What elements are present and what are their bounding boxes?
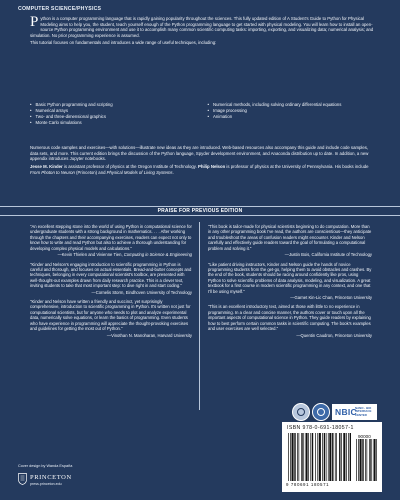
quote-text: "Kinder and Nelson's engaging introduction to scientific programming in Python is careful and thorough, and focuses on actual essentials. Bread-and-butter concepts and techniques, belonging in every computational scientist's toolbox, are presented with well-thought-out examples drawn from daily research practice. This is a clever text, inviting students to take that most important step: to dive right in and start coding." [30,261,192,289]
praise-column-divider [199,222,200,410]
intro-paragraph-2: This tutorial focuses on fundamentals and introduces a wide range of useful techniques, including: [30,39,217,45]
author-name-kinder: Jesse M. Kinder [30,164,63,170]
barcode-bars-icon [288,433,352,481]
university-seal-icon [292,403,310,421]
quote-attribution: —Garnet Kin-Lic Chan, Princeton University [290,295,372,301]
isbn-number: ISBN 978-0-691-18057-1 [287,425,354,431]
nbic-logo-subtext [355,407,371,417]
barcode-stripe [346,433,347,481]
praise-quote [208,304,372,338]
seal-ring [317,408,325,416]
drop-cap: P [30,14,39,30]
quote-text: "This is an excellent introductory text, aimed at those with little to no experience in programming. In a clear and concise manner, the authors cover or touch upon all the important aspects of computational science in Python. They guide readers by explaining how to best perform certain common tasks in scientific computing. The book's examples and user exercises are well selected." [208,304,371,332]
praise-quote [30,224,192,258]
barcode-stripe [371,439,372,481]
feature-column-right [208,102,376,126]
barcode-stripe [376,439,377,481]
attribution-name: —Kevin Thielen and Vivienne Tien, [57,252,124,258]
barcode-stripe [362,439,363,481]
quote-attribution [30,333,192,338]
feature-item: • Numerical methods, including solving ordinary differential equations [208,102,376,108]
barcode-stripe [336,433,337,481]
barcode-stripe [374,439,376,481]
barcode-stripe [360,439,362,481]
barcode-stripe [369,439,370,481]
feature-list [30,102,375,126]
barcode-stripe [324,433,325,481]
price-code: 90000 [358,434,371,439]
barcode-stripe [326,433,327,481]
barcode-stripe [288,433,289,481]
barcode-stripe [328,433,329,481]
barcode-stripe [322,433,323,481]
feature-item: • Basic Python programming and scripting [30,102,198,108]
author-bio-kinder: is assistant professor of physics at the Oregon Institute of Technology. [62,164,198,170]
nbic-sub-line: CENTER [355,412,367,417]
barcode-stripe [356,439,357,481]
barcode-stripe [303,433,304,481]
barcode-stripe [350,433,351,481]
isbn-barcode [282,422,382,492]
quote-text: "Like patient driving instructors, Kinder and Nelson guide the hands of novice programming students from the get-go, helping them to avoid obstacles and crashes. By the end of the book, students should be racing around confidently like pros, using Python to solve scientific problems of data analysis, modeling, and visualization. A great textbook for a first course in modern scientific programming in any context, and one that I'll be using myself." [208,261,372,294]
barcode-addon-bars-icon [356,439,378,481]
barcode-stripe [306,433,308,481]
author-name-nelson: Philip Nelson [197,164,226,170]
feature-column-left [30,102,198,126]
publisher-name: PRINCETON [30,474,72,481]
author-bio-nelson: is professor of physics at the University of Pennsylvania. His books include [225,164,369,170]
barcode-stripe [301,433,302,481]
attribution-name: —Vinothan N. Manoharan, Harvard University [106,332,192,338]
intro-text-1: ython is a computer programming language that is rapidly gaining popularity throughout the sciences. This fully updated edition of A Student's Guide to Python for Physical Modeling aims to help you, the student, teach yourself enough of the Python programming language to get started with physical modeling. You will learn how to install an open-source Python programming environment and use it to accomplish many common scientific computing tasks: importing, exporting, and visualizing data; numerical analysis; and simulation. No prior programming experience is assumed. [30,16,374,38]
book-title-1-publisher: (Princeton) and [74,169,107,175]
barcode-stripe [292,433,294,481]
intro-block [30,16,375,47]
praise-column-right [208,224,372,342]
barcode-stripe [310,433,311,481]
feature-item: • Animation [208,114,376,120]
princeton-shield-icon [18,473,27,485]
book-title-1: From Photon to Neuron [30,169,75,175]
barcode-stripe [294,433,295,481]
nbic-logo-text: NBIC [335,407,357,417]
nbic-logo [332,404,377,420]
barcode-stripe [317,433,318,481]
praise-quote [30,262,192,296]
barcode-stripe [329,433,331,481]
barcode-stripe [339,433,340,481]
barcode-stripe [358,439,359,481]
attribution-source: Computing in Science & Engineering [123,252,192,258]
institute-seal-icon [312,403,330,421]
intro-paragraph-1 [30,16,375,38]
barcode-stripe [332,433,333,481]
barcode-stripe [299,433,300,481]
barcode-stripe [315,433,316,481]
quote-attribution [30,290,192,295]
intro-continued [30,145,375,178]
intro-paragraph-3: Numerous code samples and exercises—with solutions—illustrate new ideas as they are introduced. Web-based resources also accompany this guide and include code samples, data sets, and more. This current edition brings the discussion of the Python language, Spyder development environment, and Anaconda distribution up to date. In addition, a new appendix introduces Jupyter notebooks. [30,145,369,162]
barcode-stripe [308,433,309,481]
barcode-stripe [343,433,345,481]
feature-item: • Numerical arrays [30,108,198,114]
book-category-label: COMPUTER SCIENCE/PHYSICS [18,6,102,12]
barcode-stripe [290,433,291,481]
barcode-stripe [335,433,336,481]
quote-attribution [30,252,192,257]
book-title-2: Physical Models of Living Systems [106,169,173,175]
feature-item: • Two- and three-dimensional graphics [30,114,198,120]
barcode-stripe [348,433,349,481]
publisher-url: press.princeton.edu [30,482,62,486]
author-bios [30,164,375,175]
feature-item: • Monte Carlo simulations [30,120,198,126]
quote-attribution: —Quentin Caudron, Princeton University [296,332,372,338]
quote-attribution: —Justin Bois, California Institute of Technology [284,252,372,258]
barcode-stripe [341,433,342,481]
seal-ring [297,408,305,416]
bio-end: . [172,169,174,175]
quote-text: "This book is tailor-made for physical scientists beginning to do computation. More than in any other programming book I've read, the authors are conscientious—they anticipate and troubleshoot the areas of confusion readers might encounter. Kinder and Nelson carefully and effectively guide readers toward the goal of formulating a computational problem and solving it." [208,224,372,251]
praise-quote [30,299,192,338]
praise-column-left [30,224,192,342]
barcode-stripe [297,433,298,481]
cover-design-credit: Cover design by Wanda España [18,464,73,468]
praise-quote [208,224,372,258]
feature-item: • Image processing [208,108,376,114]
quote-text: "An excellent stepping stone into the world of using Python in computational science for undergraduate students with a strong background in mathematics. . . . After working through the chapters and their accompanying exercises, readers can expect not only to know how to write and read Python but also to achieve a thorough understanding for developing complex physical models and calculations." [30,224,192,251]
barcode-stripe [312,433,313,481]
attribution-name: —Cornelis Storm, Eindhoven University of Technology [91,289,192,295]
nbic-sub-line: INTERFACE [355,409,372,414]
barcode-stripe [365,439,366,481]
praise-quote [208,262,372,301]
barcode-digits: 9 780691 180571 [286,482,330,487]
barcode-stripe [319,433,321,481]
nbic-sub-line: NANO · BIO [355,406,372,410]
praise-heading: PRAISE FOR PREVIOUS EDITION [0,206,400,216]
barcode-stripe [367,439,368,481]
quote-text: "Kinder and Nelson have written a friendly and succinct, yet surprisingly comprehensive, introduction to scientific programming in Python. It's written not just for computational scientists, but for anyone who needs to plot and analyze experimental data, numerically solve equations, or learn the basics of programming. Even students who have experience in programming will appreciate the thought-provoking exercises and guidelines for getting the most out of Python." [30,299,191,332]
